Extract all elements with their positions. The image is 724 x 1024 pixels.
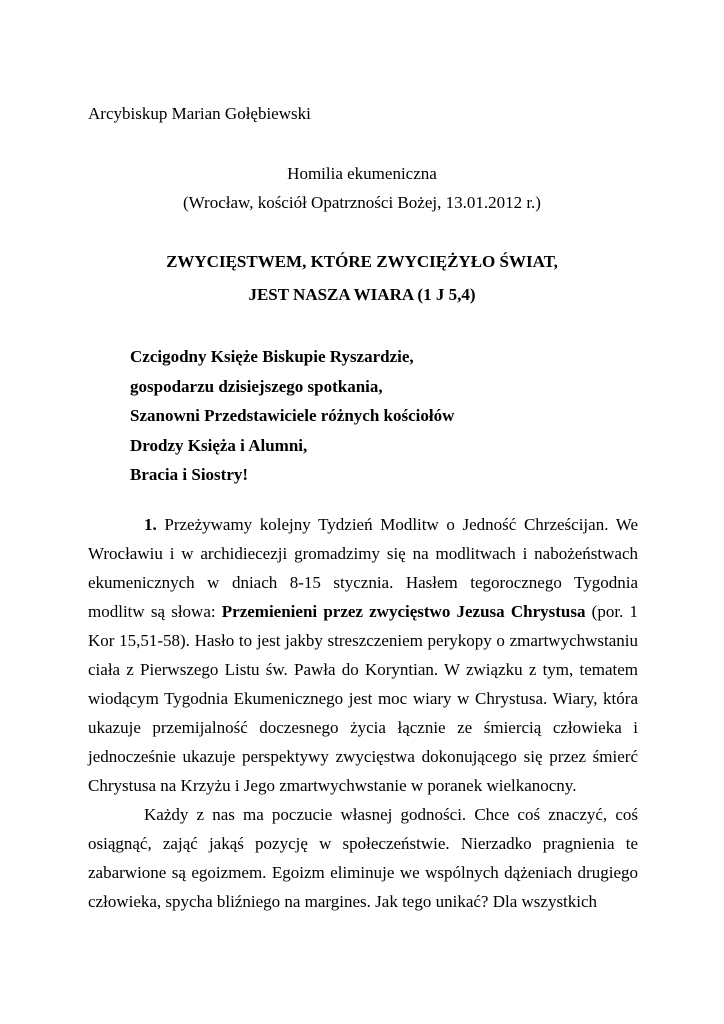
greeting-line: Czcigodny Księże Biskupie Ryszardzie, [130,347,414,366]
homily-subtitle: Homilia ekumeniczna [287,164,437,183]
paragraph-1-text-a: Przeżywamy kolejny Tydzień Modlitw o Jedność Chrześcijan. We Wrocławiu i w archidiecezji gromadzimy się na modlitwach i nabożeństwach ekumenicznych w dniach 8-15 stycznia. Hasłem tegorocznego Tygodnia modlitw są słowa: [88,515,638,621]
author-line: Arcybiskup Marian Gołębiewski [88,104,311,123]
greeting-line: Bracia i Siostry! [130,465,249,484]
title-line-2: JEST NASZA WIARA (1 J 5,4) [248,285,476,304]
title-line-1: ZWYCIĘSTWEM, KTÓRE ZWYCIĘŻYŁO ŚWIAT, [166,252,558,271]
homily-place-date: (Wrocław, kościół Opatrzności Bożej, 13.01.2012 r.) [183,193,541,212]
greeting-line: Szanowni Przedstawiciele różnych kościołów [130,406,455,425]
greeting-line: Drodzy Księża i Alumni, [130,435,308,455]
greetings-block [130,342,454,490]
paragraph-number: 1. [144,515,157,534]
greeting-line: gospodarzu dzisiejszego spotkania, [130,376,383,396]
paragraph-1 [88,510,638,800]
paragraph-1-bold-motto: Przemienieni przez zwycięstwo Jezusa Chrystusa [221,602,586,621]
paragraph-2: Każdy z nas ma poczucie własnej godności. Chce coś znaczyć, coś osiągnąć, zająć jakąś pozycję w społeczeństwie. Nierzadko pragnienia te zabarwione są egoizmem. Egoizm eliminuje we wspólnych dążeniach drugiego człowieka, spycha bliźniego na margines. Jak tego unikać? Dla wszystkich [88,805,638,911]
paragraph-1-text-b: (por. 1 Kor 15,51-58). Hasło to jest jakby streszczeniem perykopy o zmartwychwstaniu ciała z Pierwszego Listu św. Pawła do Koryntian. W związku z tym, tematem wiodącym Tygodnia Ekumenicznego jest moc wiary w Chrystusa. Wiary, która ukazuje przemijalność doczesnego życia łącznie ze śmiercią człowieka i jednocześnie ukazuje perspektywy zwycięstwa dokonującego się przez śmierć Chrystusa na Krzyżu i Jego zmartwychwstanie w poranek wielkanocny. [88,602,639,795]
